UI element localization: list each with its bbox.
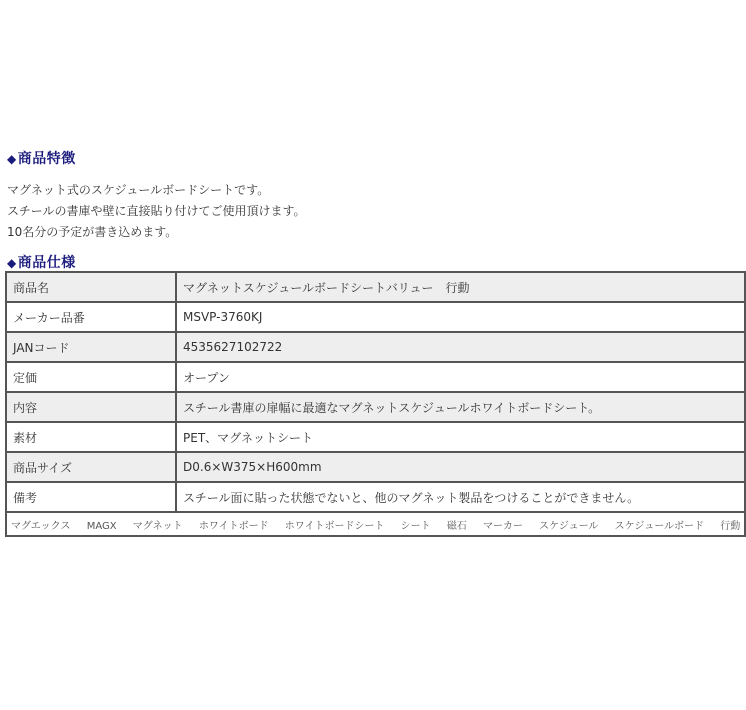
- spec-table: [5, 271, 746, 537]
- table-row: [6, 332, 745, 362]
- diamond-icon: ◆: [7, 152, 17, 166]
- spec-key: メーカー品番: [6, 302, 176, 332]
- spec-value: D0.6×W375×H600mm: [176, 452, 745, 482]
- table-row: [6, 452, 745, 482]
- spec-title: 商品仕様: [17, 255, 76, 271]
- tag: MAGX: [86, 520, 117, 532]
- features-heading: [7, 148, 76, 168]
- table-row: [6, 392, 745, 422]
- spec-value: 4535627102722: [176, 332, 745, 362]
- spec-key: 素材: [6, 422, 176, 452]
- table-row: [6, 362, 745, 392]
- tag: 行動: [720, 520, 741, 532]
- spec-value: スチール面に貼った状態でないと、他のマグネット製品をつけることができません。: [176, 482, 745, 512]
- description-line: 10名分の予定が書き込めます。: [7, 225, 178, 239]
- tag: マグネット: [132, 520, 183, 532]
- features-title: 商品特徴: [17, 151, 76, 167]
- table-row: [6, 482, 745, 512]
- spec-key: 定価: [6, 362, 176, 392]
- description-line: スチールの書庫や壁に直接貼り付けてご使用頂けます。: [7, 204, 306, 218]
- tag: ホワイトボードシート: [284, 520, 385, 532]
- description-line: マグネット式のスケジュールボードシートです。: [7, 183, 270, 197]
- tag: マーカー: [483, 520, 523, 532]
- spec-value: スチール書庫の扉幅に最適なマグネットスケジュールホワイトボードシート。: [176, 392, 745, 422]
- features-description: [7, 180, 306, 243]
- tag: シート: [400, 520, 431, 532]
- spec-key: 備考: [6, 482, 176, 512]
- spec-key: 内容: [6, 392, 176, 422]
- spec-value: MSVP-3760KJ: [176, 302, 745, 332]
- spec-key: 商品名: [6, 272, 176, 302]
- tag: マグエックス: [11, 520, 71, 532]
- table-row: [6, 422, 745, 452]
- diamond-icon: ◆: [7, 256, 17, 270]
- tags-cell: [6, 512, 745, 536]
- table-row: [6, 272, 745, 302]
- spec-value: PET、マグネットシート: [176, 422, 745, 452]
- tag: スケジュールボード: [614, 520, 705, 532]
- spec-value: マグネットスケジュールボードシートバリュー 行動: [176, 272, 745, 302]
- tag: ホワイトボード: [198, 520, 269, 532]
- tag: 磁石: [446, 520, 467, 532]
- spec-value: オープン: [176, 362, 745, 392]
- spec-key: JANコード: [6, 332, 176, 362]
- spec-heading: [7, 252, 76, 272]
- tags-row: [6, 512, 745, 536]
- tag: スケジュール: [539, 520, 599, 532]
- spec-key: 商品サイズ: [6, 452, 176, 482]
- table-row: [6, 302, 745, 332]
